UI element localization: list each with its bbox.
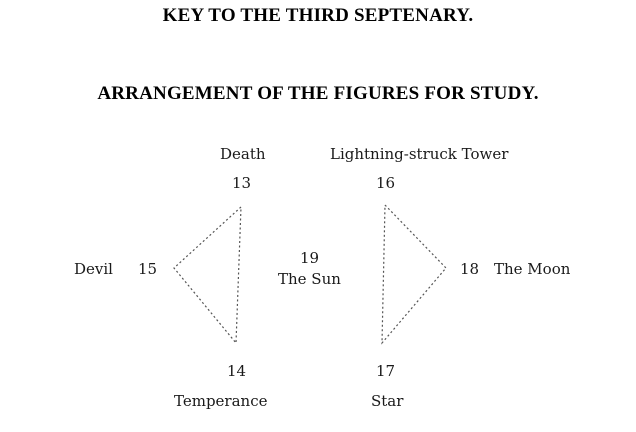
label-lightning-struck-tower: Lightning-struck Tower <box>330 145 509 163</box>
label-temperance: Temperance <box>174 392 268 410</box>
number-16: 16 <box>376 174 396 192</box>
label-the-sun: The Sun <box>278 270 341 288</box>
number-15: 15 <box>138 260 158 278</box>
number-14: 14 <box>227 362 247 380</box>
label-devil: Devil <box>74 260 113 278</box>
number-17: 17 <box>376 362 396 380</box>
diagram-subtitle: ARRANGEMENT OF THE FIGURES FOR STUDY. <box>97 83 539 104</box>
right-triangle <box>382 205 446 343</box>
left-triangle <box>174 207 241 343</box>
label-the-moon: The Moon <box>494 260 571 278</box>
diagram-title: KEY TO THE THIRD SEPTENARY. <box>162 5 474 26</box>
label-star: Star <box>371 392 404 410</box>
number-18: 18 <box>460 260 480 278</box>
number-13: 13 <box>232 174 252 192</box>
number-19: 19 <box>300 249 320 267</box>
label-death: Death <box>220 145 266 163</box>
